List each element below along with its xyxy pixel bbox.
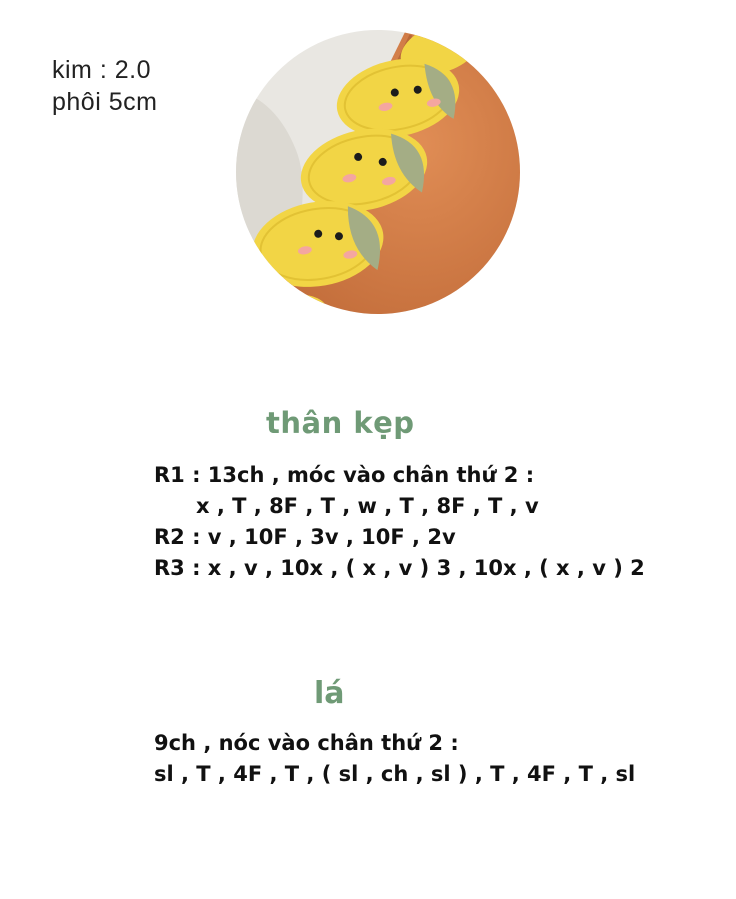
blank-size-text: phôi 5cm [52,88,158,116]
body-instructions [154,460,645,584]
product-photo [236,30,520,314]
instruction-line: x , T , 8F , T , w , T , 8F , T , v [196,494,539,518]
instruction-line: sl , T , 4F , T , ( sl , ch , sl ) , T , 4F , T , sl [154,762,636,786]
instruction-line: R1 : 13ch , móc vào chân thứ 2 : [154,463,535,487]
hook-size-text: kim : 2.0 [52,56,151,84]
section-title-leaf: lá [314,676,345,711]
instruction-line: 9ch , nóc vào chân thứ 2 : [154,731,459,755]
instruction-line: R2 : v , 10F , 3v , 10F , 2v [154,525,456,549]
section-title-body: thân kẹp [266,406,415,440]
leaf-instructions [154,728,635,790]
pattern-meta [52,54,157,118]
instruction-line: R3 : x , v , 10x , ( x , v ) 3 , 10x , ( x , v ) 2 [154,556,645,580]
